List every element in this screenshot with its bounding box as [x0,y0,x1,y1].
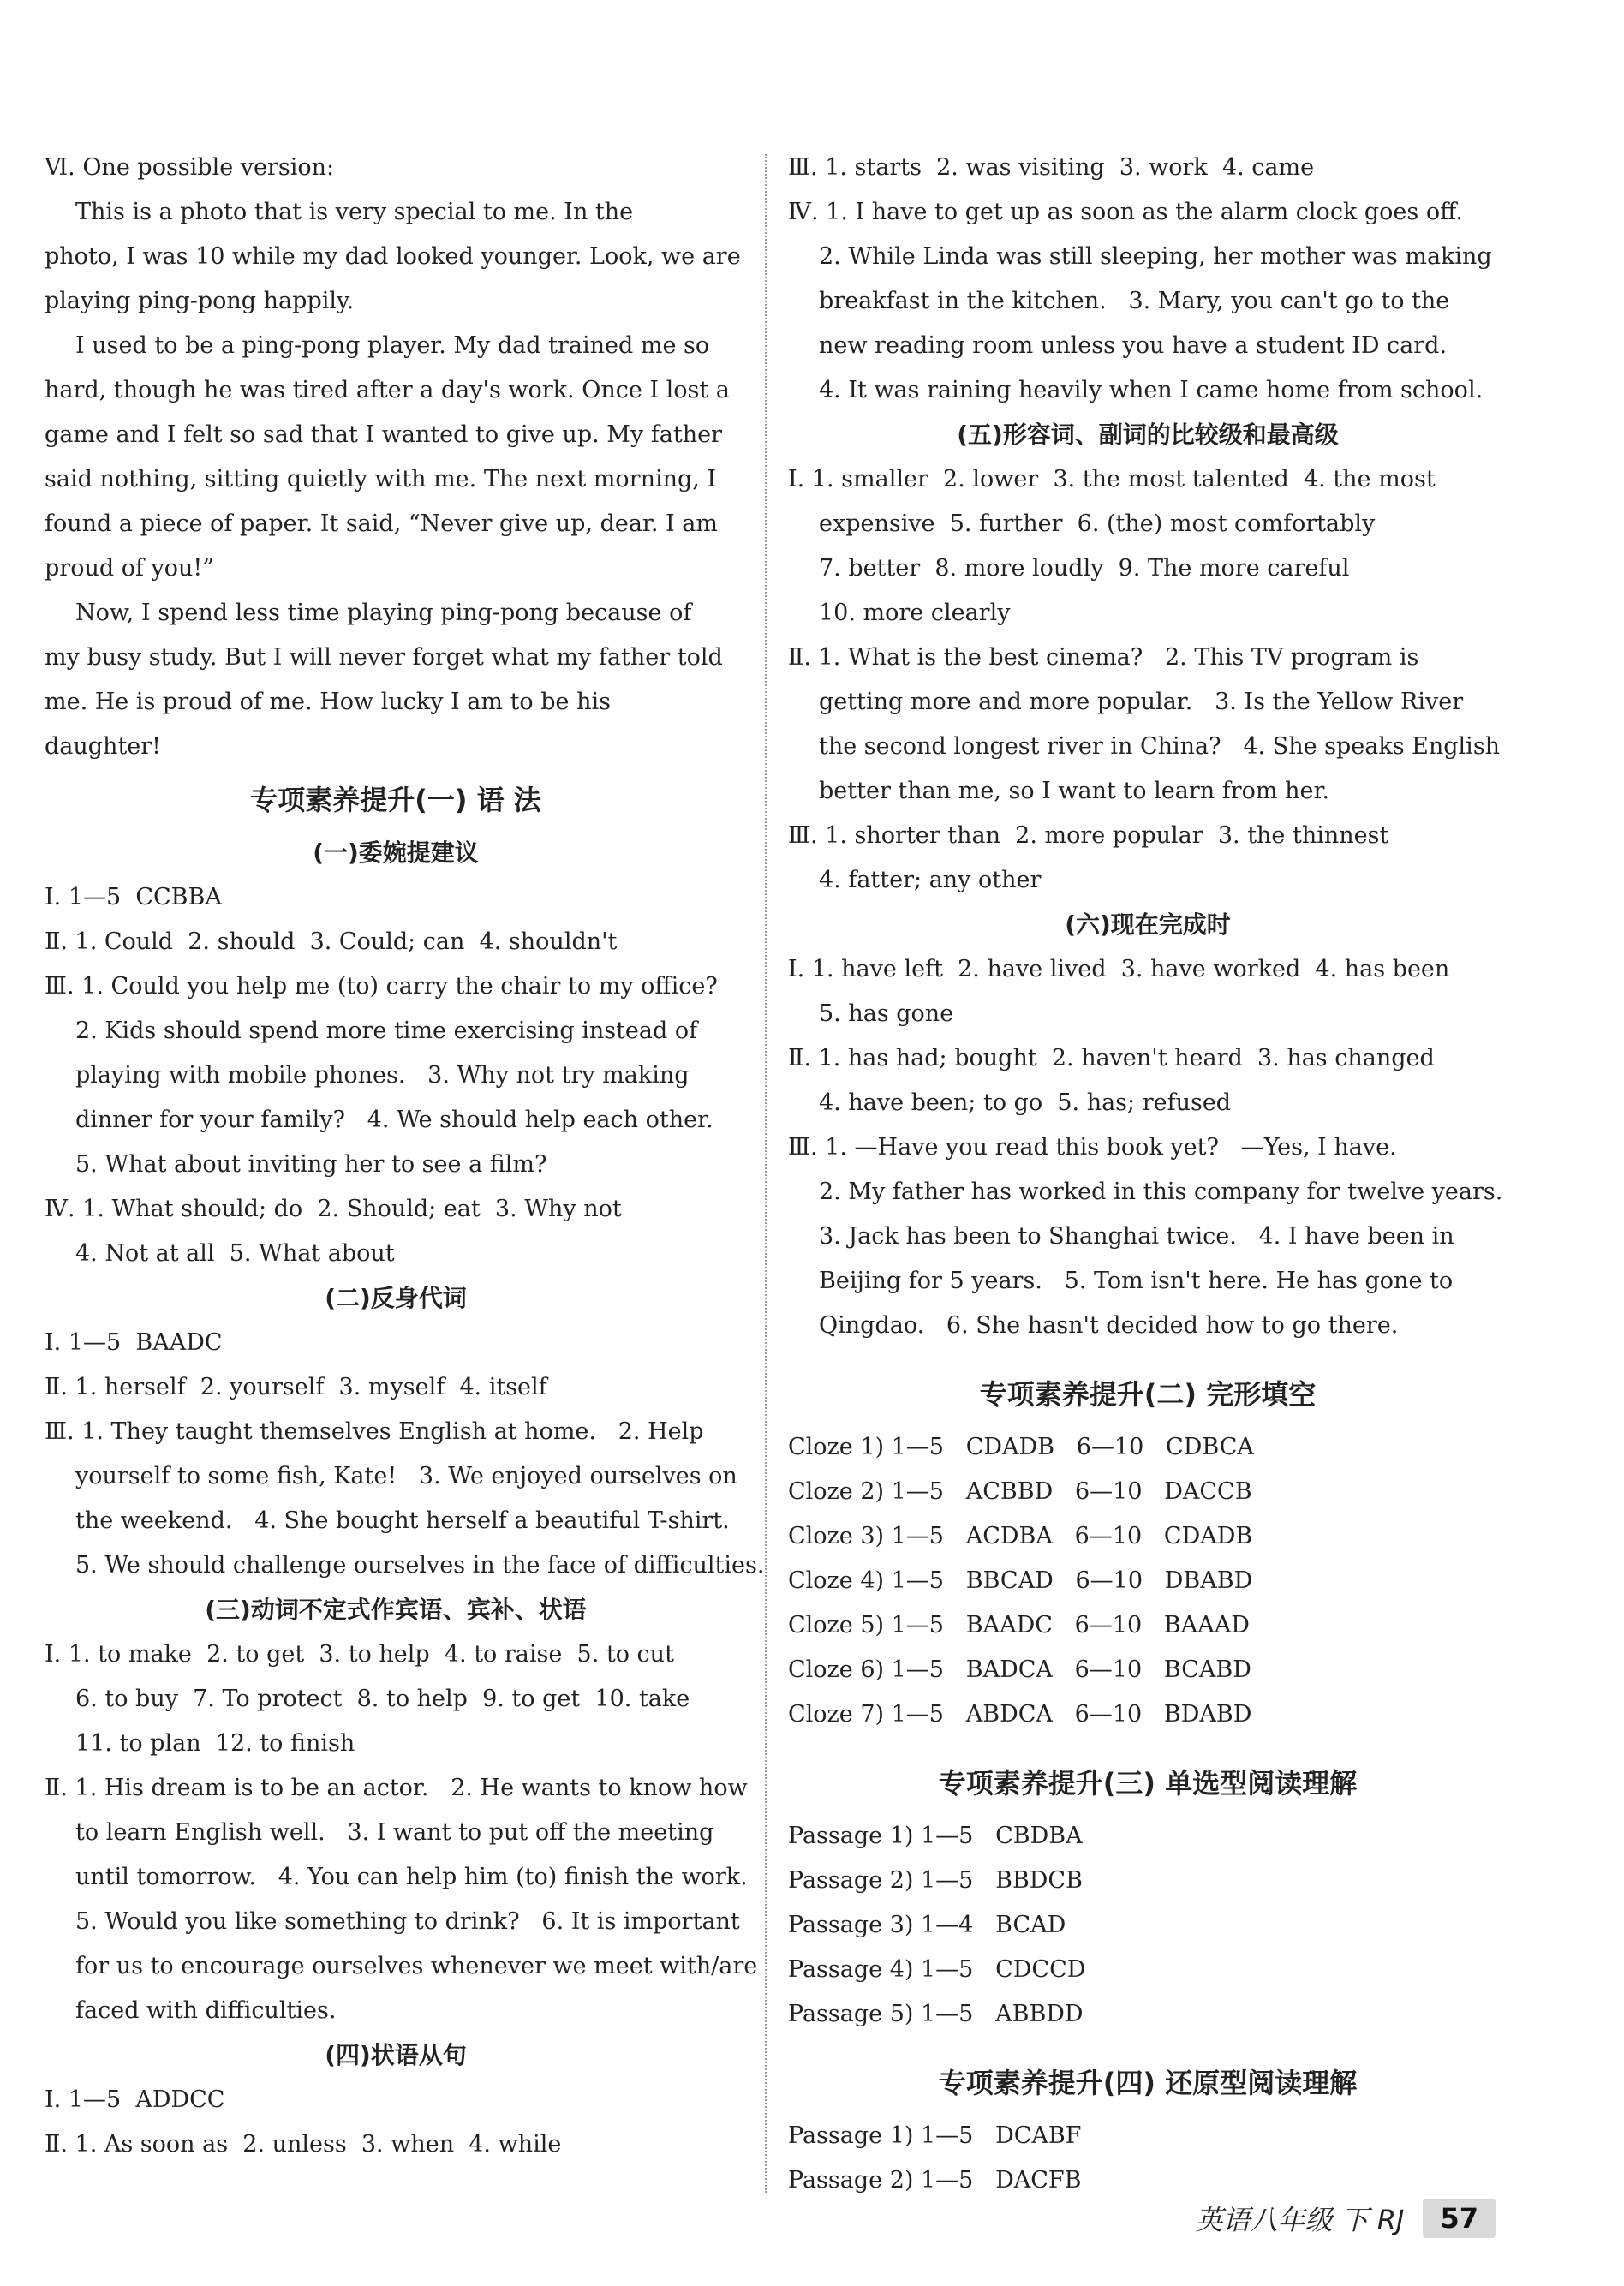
answer-line: to learn English well. 3. I want to put off the meeting [75,1819,714,1846]
answer-line: 5. What about inviting her to see a film? [75,1151,547,1178]
essay-line: hard, though he was tired after a day's work. Once I lost a [45,377,730,403]
passage-line: Passage 3) 1—4 BCAD [788,1912,1066,1938]
answer-line: 4. It was raining heavily when I came home from school. [819,377,1484,403]
cloze-line: Cloze 3) 1—5 ACDBA 6—10 CDADB [788,1523,1253,1549]
answer-line: new reading room unless you have a student ID card. [819,332,1448,359]
essay-line: Now, I spend less time playing ping-pong because of [75,600,692,626]
answer-line: Ⅲ. 1. —Have you read this book yet? —Yes, I have. [788,1134,1397,1161]
column-divider [765,154,767,2193]
answer-line: Ⅱ. 1. His dream is to be an actor. 2. He wants to know how [45,1775,748,1801]
answer-line: for us to encourage ourselves whenever we meet with/are [75,1953,758,1979]
cloze-line: Cloze 5) 1—5 BAADC 6—10 BAAAD [788,1612,1250,1638]
page-footer [1195,2193,1496,2244]
right-column [788,146,1508,2203]
cloze-line: Cloze 2) 1—5 ACBBD 6—10 DACCB [788,1478,1252,1505]
answer-line: Ⅰ. 1. to make 2. to get 3. to help 4. to raise 5. to cut [45,1641,674,1668]
essay-line: said nothing, sitting quietly with me. The next morning, I [45,466,717,492]
cloze-line: Cloze 4) 1—5 BBCAD 6—10 DBABD [788,1567,1253,1594]
page-number: 57 [1423,2199,1496,2238]
left-column [45,146,765,2167]
answer-line: Ⅳ. 1. I have to get up as soon as the alarm clock goes off. [788,199,1463,225]
answer-line: 5. We should challenge ourselves in the face of difficulties. [75,1552,765,1579]
answer-line: the second longest river in China? 4. She speaks English [819,733,1501,760]
section-title-reading: 专项素养提升(三) 单选型阅读理解 [938,1767,1358,1800]
essay-line: game and I felt so sad that I wanted to give up. My father [45,421,722,448]
cloze-line: Cloze 1) 1—5 CDADB 6—10 CDBCA [788,1434,1254,1460]
section-title-cloze: 专项素养提升(二) 完形填空 [979,1378,1317,1411]
answer-line: Ⅱ. 1. herself 2. yourself 3. myself 4. itself [45,1374,547,1400]
subsection-title: (一)委婉提建议 [313,839,479,867]
answer-line: expensive 5. further 6. (the) most comfortably [819,510,1376,537]
passage-line: Passage 1) 1—5 CBDBA [788,1823,1083,1849]
section-title-grammar: 专项素养提升(一) 语 法 [250,784,541,816]
answer-line: 4. have been; to go 5. has; refused [819,1089,1232,1116]
answer-line: 2. Kids should spend more time exercising instead of [75,1018,698,1044]
answer-line: 10. more clearly [819,600,1011,626]
passage-line: Passage 5) 1—5 ABBDD [788,2001,1084,2027]
answer-line: 4. fatter; any other [819,867,1042,893]
answer-line: Ⅰ. 1. have left 2. have lived 3. have worked 4. has been [788,956,1450,982]
essay-line: daughter! [45,733,162,760]
passage-line: Passage 2) 1—5 BBDCB [788,1867,1083,1894]
answer-line: Ⅱ. 1. Could 2. should 3. Could; can 4. shouldn't [45,928,618,955]
essay-line: This is a photo that is very special to me. In the [75,199,634,225]
answer-line: Ⅲ. 1. Could you help me (to) carry the chair to my office? [45,973,718,1000]
answer-line: 2. While Linda was still sleeping, her mother was making [819,243,1492,270]
answer-line: Ⅲ. 1. They taught themselves English at home. 2. Help [45,1418,704,1445]
essay-line: my busy study. But I will never forget what my father told [45,644,723,671]
answer-line: Ⅲ. 1. starts 2. was visiting 3. work 4. came [788,154,1315,181]
answer-line: Ⅰ. 1. smaller 2. lower 3. the most talented 4. the most [788,466,1436,492]
answer-line: yourself to some fish, Kate! 3. We enjoyed ourselves on [75,1463,737,1489]
answer-line: Ⅰ. 1—5 CCBBA [45,884,222,910]
essay-line: playing ping-pong happily. [45,288,355,314]
answer-line: faced with difficulties. [75,1997,337,2024]
answer-line: until tomorrow. 4. You can help him (to) finish the work. [75,1864,748,1890]
answer-line: Qingdao. 6. She hasn't decided how to go there. [819,1312,1399,1339]
essay-line: proud of you!” [45,555,215,582]
section-title-restore-reading: 专项素养提升(四) 还原型阅读理解 [938,2067,1358,2099]
essay-line: found a piece of paper. It said, “Never give up, dear. I am [45,510,718,537]
answer-line: Ⅱ. 1. What is the best cinema? 2. This TV program is [788,644,1419,671]
answer-line: Ⅳ. 1. What should; do 2. Should; eat 3. Why not [45,1196,622,1222]
answer-line: 5. Would you like something to drink? 6. It is important [75,1908,740,1935]
answer-line: Ⅲ. 1. shorter than 2. more popular 3. the thinnest [788,822,1389,849]
cloze-line: Cloze 7) 1—5 ABDCA 6—10 BDABD [788,1701,1252,1728]
answer-line: 6. to buy 7. To protect 8. to help 9. to get 10. take [75,1686,690,1712]
answer-line: Ⅰ. 1—5 ADDCC [45,2086,225,2113]
subsection-title: (三)动词不定式作宾语、宾补、状语 [205,1596,587,1624]
subsection-title: (五)形容词、副词的比较级和最高级 [957,421,1339,449]
subsection-title: (四)状语从句 [325,2041,467,2069]
answer-line: Ⅱ. 1. As soon as 2. unless 3. when 4. while [45,2131,562,2158]
book-title: 英语八年级 下 RJ [1195,2204,1405,2236]
answer-line: playing with mobile phones. 3. Why not try making [75,1062,690,1089]
answer-line: breakfast in the kitchen. 3. Mary, you can't go to the [819,288,1450,314]
answer-line: 7. better 8. more loudly 9. The more careful [819,555,1350,582]
essay-line: photo, I was 10 while my dad looked younger. Look, we are [45,243,741,270]
answer-line: better than me, so I want to learn from her. [819,778,1329,804]
answer-line: Ⅰ. 1—5 BAADC [45,1329,223,1356]
subsection-title: (六)现在完成时 [1065,910,1231,939]
answer-line: 3. Jack has been to Shanghai twice. 4. I have been in [819,1223,1454,1250]
answer-line: 11. to plan 12. to finish [75,1730,355,1757]
cloze-line: Cloze 6) 1—5 BADCA 6—10 BCABD [788,1656,1251,1683]
answer-line: Beijing for 5 years. 5. Tom isn't here. He has gone to [819,1268,1454,1294]
passage-line: Passage 2) 1—5 DACFB [788,2167,1082,2193]
answer-line: 2. My father has worked in this company for twelve years. [819,1179,1503,1205]
subsection-title: (二)反身代词 [325,1284,467,1312]
answer-line: getting more and more popular. 3. Is the Yellow River [819,689,1464,715]
answer-line: 5. has gone [819,1000,954,1027]
passage-line: Passage 1) 1—5 DCABF [788,2122,1082,2149]
essay-line: I used to be a ping-pong player. My dad trained me so [75,332,710,359]
answer-line: 4. Not at all 5. What about [75,1240,395,1267]
essay-label: Ⅵ. One possible version: [45,154,335,181]
essay-line: me. He is proud of me. How lucky I am to be his [45,689,611,715]
answer-line: dinner for your family? 4. We should help each other. [75,1107,713,1133]
answer-line: the weekend. 4. She bought herself a beautiful T-shirt. [75,1507,730,1534]
answer-line: Ⅱ. 1. has had; bought 2. haven't heard 3. has changed [788,1045,1435,1071]
passage-line: Passage 4) 1—5 CDCCD [788,1956,1086,1983]
